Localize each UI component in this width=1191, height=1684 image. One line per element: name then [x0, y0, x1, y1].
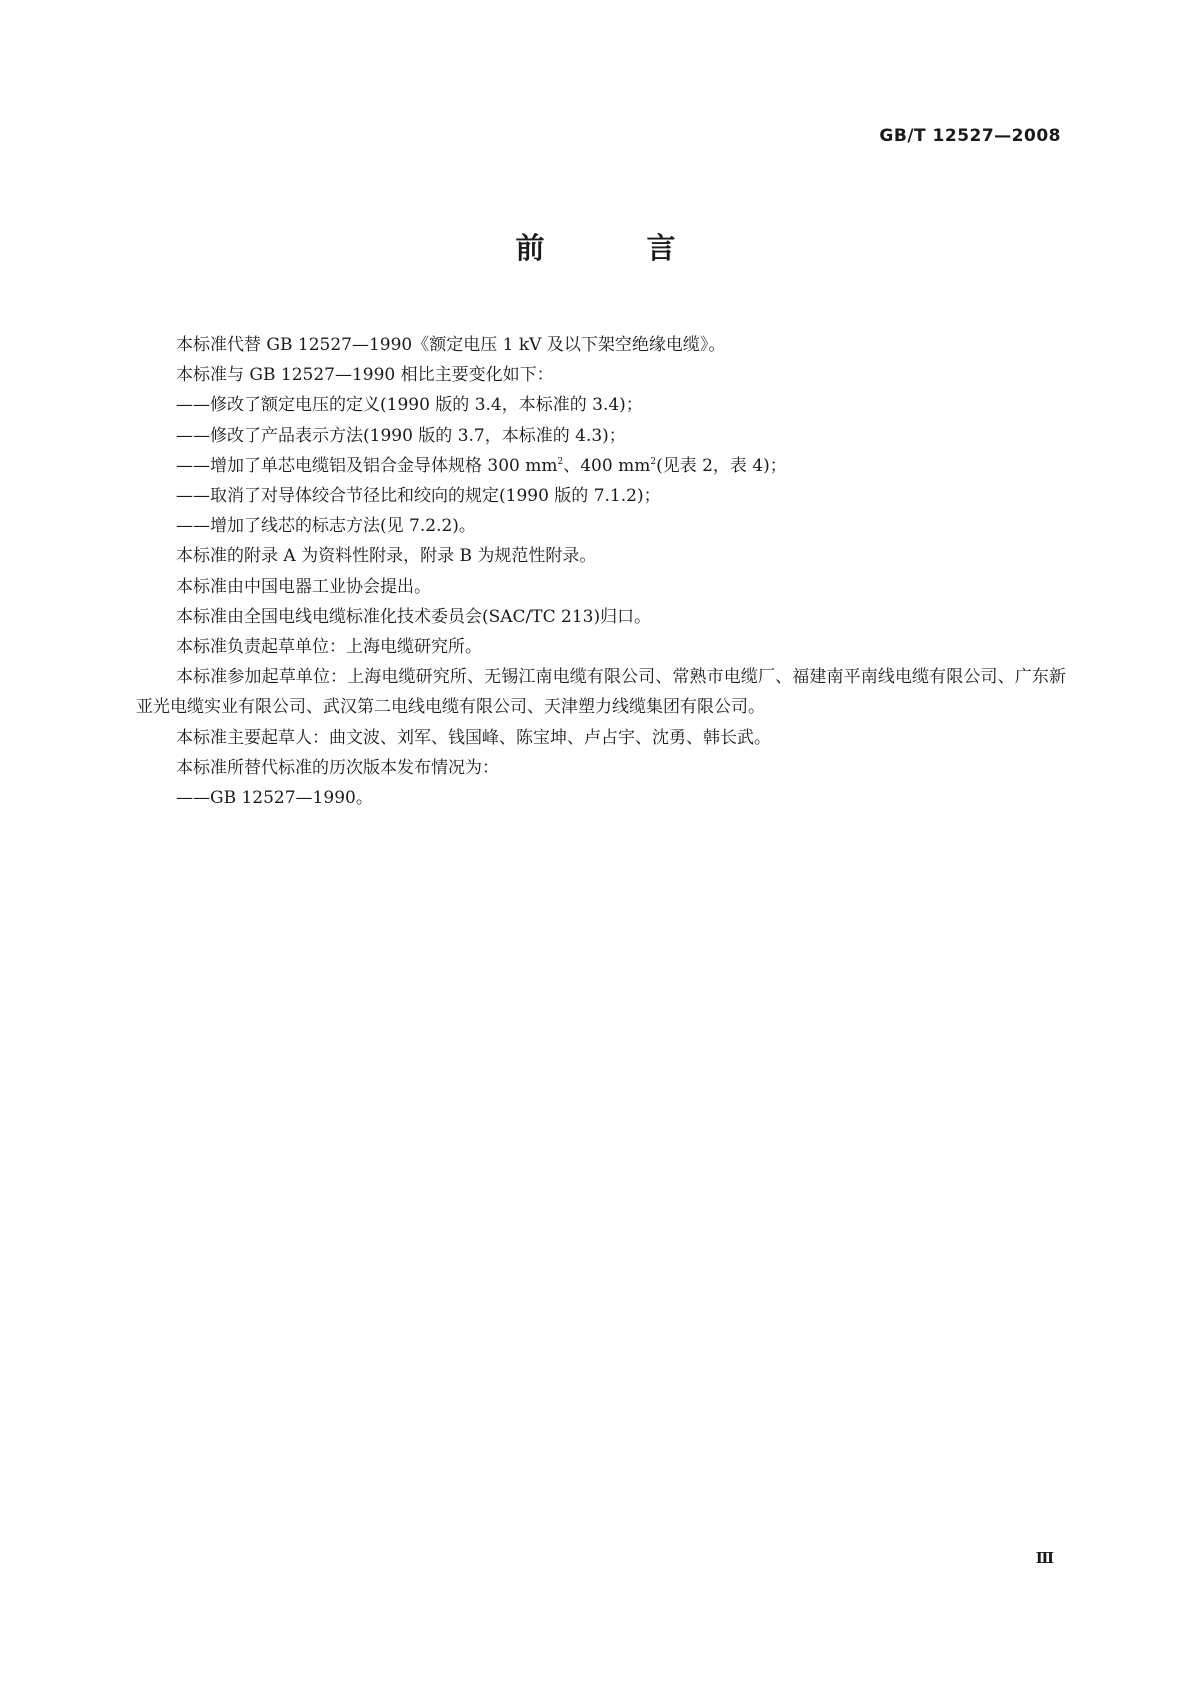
paragraph-proposed-by: 本标准由中国电器工业协会提出。: [176, 576, 431, 597]
list-item-change-conductor-sizes: [136, 451, 1066, 481]
list-item-change-core-marking: ——增加了线芯的标志方法(见 7.2.2)。: [176, 516, 476, 537]
standard-code: GB/T 12527—2008: [879, 126, 1061, 146]
conductor-sizes-text-a: ——增加了单芯电缆铝及铝合金导体规格 300 mm: [176, 455, 558, 476]
paragraph-changes-intro: 本标准与 GB 12527—1990 相比主要变化如下：: [176, 365, 554, 386]
list-item-change-designation: ——修改了产品表示方法(1990 版的 3.7，本标准的 4.3)；: [176, 425, 626, 446]
superscript-2-b: 2: [650, 456, 657, 467]
paragraph-drafters: 本标准主要起草人：曲文波、刘军、钱国峰、陈宝坤、卢占宇、沈勇、韩长武。: [176, 727, 771, 748]
page-title: 前 言: [515, 231, 722, 265]
page-number: Ⅲ: [1035, 1549, 1053, 1567]
superscript-2-a: 2: [557, 456, 564, 467]
paragraph-drafting-unit: 本标准负责起草单位：上海电缆研究所。: [176, 637, 482, 658]
paragraph-annexes: 本标准的附录 A 为资料性附录，附录 B 为规范性附录。: [176, 546, 597, 567]
list-item-previous-edition: ——GB 12527—1990。: [176, 788, 373, 809]
list-item-change-definition: ——修改了额定电压的定义(1990 版的 3.4，本标准的 3.4)；: [176, 395, 643, 416]
conductor-sizes-text-b: 、400 mm: [563, 455, 651, 476]
paragraph-centralized-by: 本标准由全国电线电缆标准化技术委员会(SAC/TC 213)归口。: [176, 606, 652, 627]
paragraph-participating-units: 本标准参加起草单位：上海电缆研究所、无锡江南电缆有限公司、常熟市电缆厂、福建南平南线电缆有限公司、广东新亚光电缆实业有限公司、武汉第二电线电缆有限公司、天津塑力线缆集团有限公司。: [136, 667, 1066, 718]
conductor-sizes-text-c: (见表 2，表 4)；: [656, 455, 787, 476]
paragraph-replaces: 本标准代替 GB 12527—1990《额定电压 1 kV 及以下架空绝缘电缆》。: [176, 335, 726, 355]
list-item-change-lay-ratio: ——取消了对导体绞合节径比和绞向的规定(1990 版的 7.1.2)；: [176, 486, 661, 507]
paragraph-previous-editions: 本标准所替代标准的历次版本发布情况为：: [176, 757, 499, 778]
foreword-body: [136, 330, 1066, 813]
